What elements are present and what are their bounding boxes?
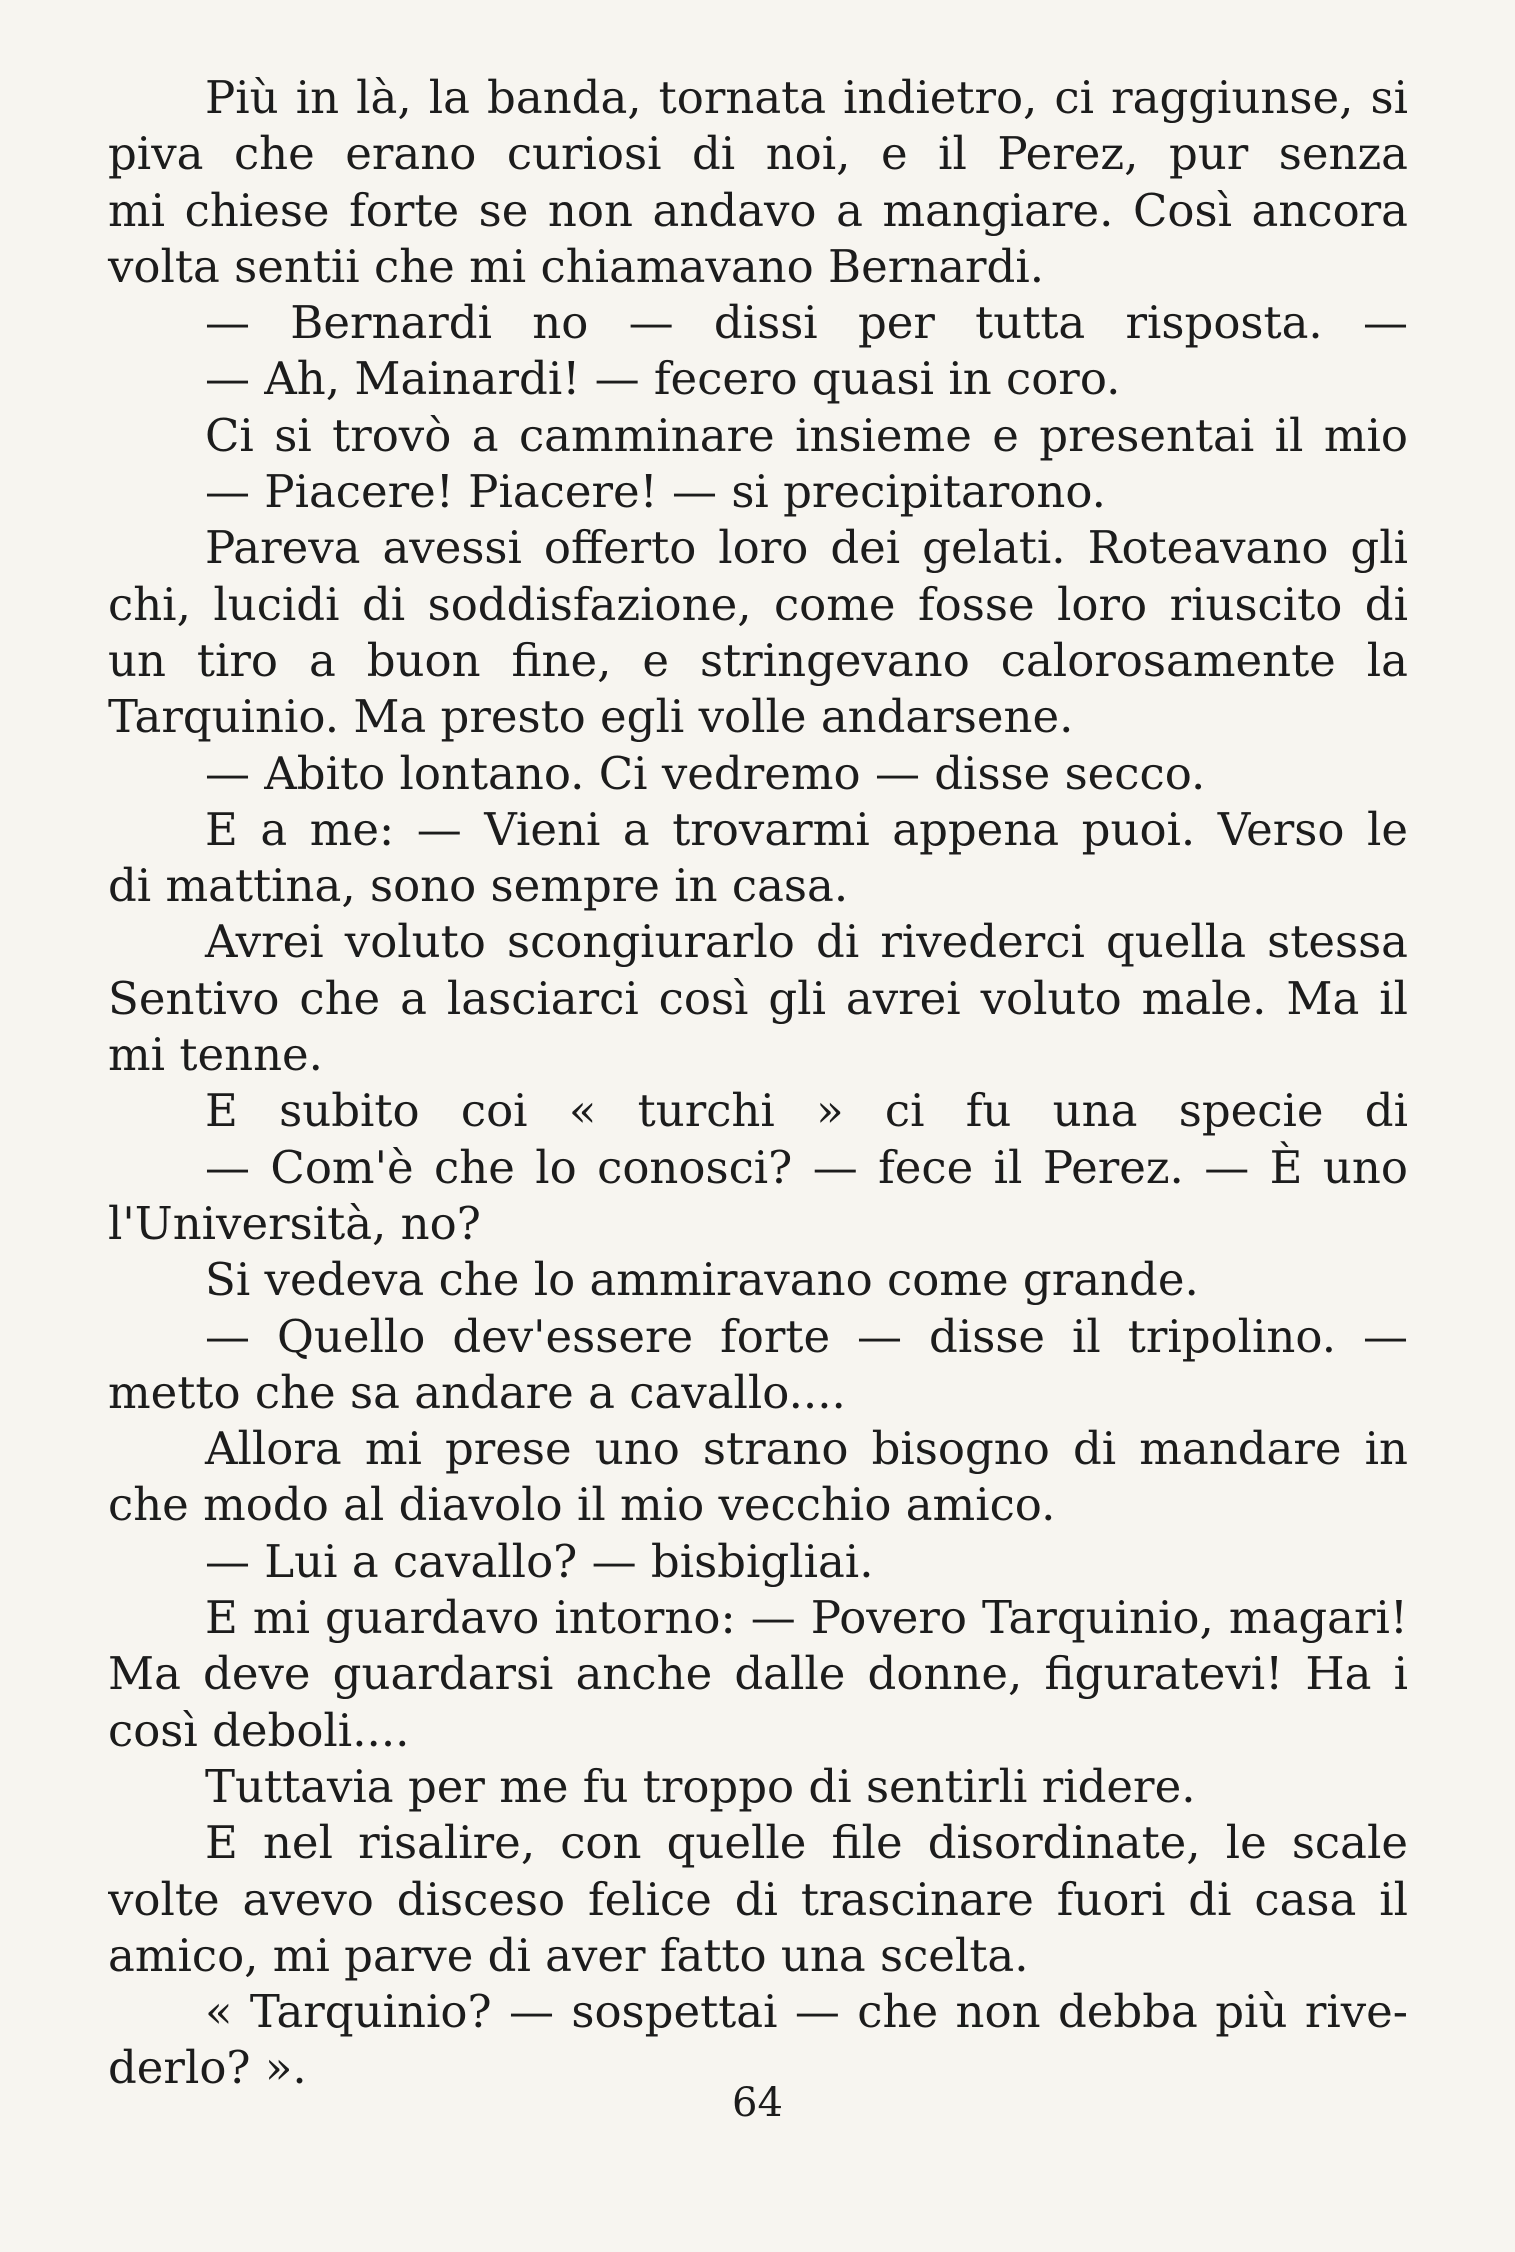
text-line: un tiro a buon fine, e stringevano calorosamente la [108,633,1408,687]
text-line: « Tarquinio? — sospettai — che non debba più rive- [205,1985,1408,2039]
text-line: E mi guardavo intorno: — Povero Tarquinio, magari! [205,1591,1408,1645]
text-line: Allora mi prese uno strano bisogno di mandare in [205,1422,1408,1476]
text-line: Tuttavia per me fu troppo di sentirli ridere. [205,1759,1196,1813]
body-text [108,70,1408,2097]
page-number: 64 [732,2080,783,2126]
text-line: Avrei voluto scongiurarlo di rivederci quella stessa [205,915,1408,969]
text-line: Più in là, la banda, tornata indietro, ci raggiunse, si [205,71,1408,124]
text-line: volta sentii che mi chiamavano Bernardi. [108,239,1045,293]
text-line: E subito coi « turchi » ci fu una specie di [205,1084,1408,1138]
text-line: Ci si trovò a camminare insieme e presentai il mio [205,408,1408,462]
text-line: mi tenne. [108,1028,323,1082]
text-line: E a me: — Vieni a trovarmi appena puoi. Verso le [205,802,1408,856]
text-line: — Quello dev'essere forte — disse il tripolino. — [205,1309,1408,1363]
text-line: che modo al diavolo il mio vecchio amico. [108,1478,1056,1532]
text-line: chi, lucidi di soddisfazione, come fosse loro riuscito di [108,577,1408,631]
text-line: metto che sa andare a cavallo.... [108,1365,846,1419]
text-line: Pareva avessi offerto loro dei gelati. Roteavano gli [205,521,1408,575]
text-line: — Piacere! Piacere! — si precipitarono. [205,465,1106,519]
text-line: Sentivo che a lasciarci così gli avrei voluto male. Ma il [108,971,1408,1025]
text-line: — Bernardi no — dissi per tutta risposta. — [205,296,1408,350]
text-line: Si vedeva che lo ammiravano come grande. [205,1253,1199,1307]
text-line: — Abito lontano. Ci vedremo — disse secco. [205,746,1206,800]
text-line: amico, mi parve di aver fatto una scelta. [108,1928,1029,1982]
text-line: l'Università, no? [108,1196,481,1250]
text-line: — Lui a cavallo? — bisbigliai. [205,1534,874,1588]
text-line: E nel risalire, con quelle file disordinate, le scale [205,1816,1408,1870]
text-line: Tarquinio. Ma presto egli volle andarsene. [108,690,1074,744]
text-line: — Com'è che lo conosci? — fece il Perez. — È uno [205,1140,1408,1194]
text-line: così deboli.... [108,1703,410,1757]
text-line: — Ah, Mainardi! — fecero quasi in coro. [205,352,1121,406]
text-line: Ma deve guardarsi anche dalle donne, figuratevi! Ha i [108,1647,1408,1701]
text-line: mi chiese forte se non andavo a mangiare. Così ancora [108,183,1408,237]
text-line: derlo? ». [108,2041,307,2095]
text-line: volte avevo disceso felice di trascinare fuori di casa il [108,1872,1408,1926]
text-line: piva che erano curiosi di noi, e il Perez, pur senza [108,127,1408,181]
text-line: di mattina, sono sempre in casa. [108,859,849,913]
